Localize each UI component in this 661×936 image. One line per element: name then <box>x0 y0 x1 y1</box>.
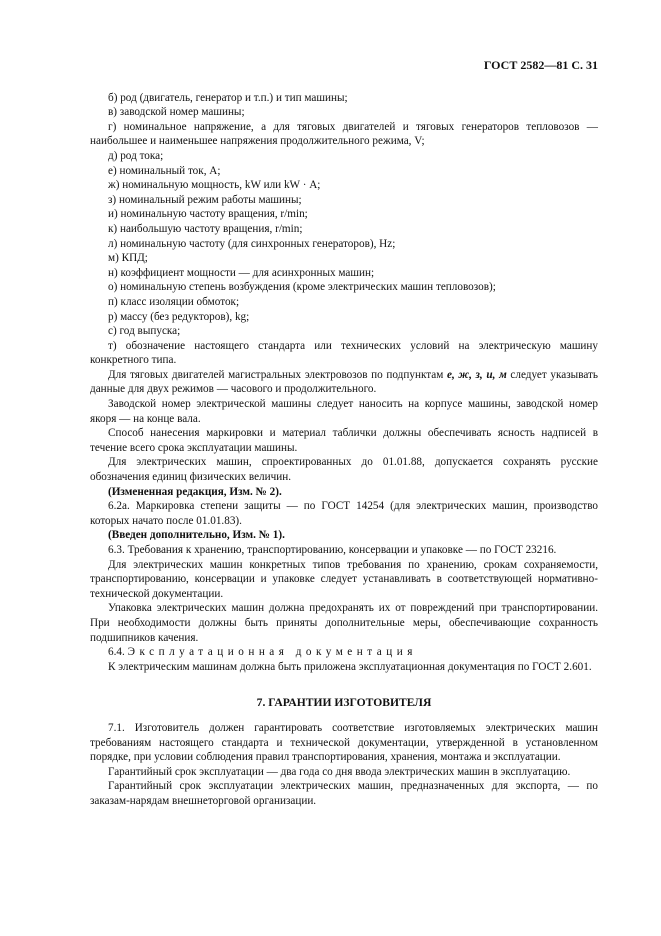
list-item: и) номинальную частоту вращения, r/min; <box>108 208 308 221</box>
section-title: 7. ГАРАНТИИ ИЗГОТОВИТЕЛЯ <box>256 696 432 710</box>
page-header: ГОСТ 2582—81 С. 31 <box>483 58 598 72</box>
list-item: п) класс изоляции обмоток; <box>108 295 240 308</box>
paragraph-7-1b: Гарантийный срок эксплуатации — два года со дня ввода электрических машин в эксплуатацию. <box>108 765 571 778</box>
marking-list <box>90 91 598 368</box>
amendment-note: (Введен дополнительно, Изм. № 1). <box>108 529 285 542</box>
paragraph-6-4b: К электрическим машинам должна быть приложена эксплуатационная документация по ГОСТ 2.601. <box>108 660 592 673</box>
paragraph-traction <box>90 368 598 397</box>
text-run: следует указывать данные для двух режимов — часового и продолжительного. <box>90 368 598 396</box>
paragraph-6-3: 6.3. Требования к хранению, транспортированию, консервации и упаковке — по ГОСТ 23216. <box>108 544 557 556</box>
clause-number: 6.4. <box>108 646 125 659</box>
list-item: с) год выпуска; <box>108 325 181 338</box>
list-item: з) номинальный режим работы машины; <box>108 193 302 206</box>
list-item: ж) номинальную мощность, kW или kW · А; <box>108 179 321 192</box>
paragraph-6-4 <box>90 645 598 660</box>
paragraph-serial: Заводской номер электрической машины следует наносить на корпусе машины, заводской номер якоря — на конце вала. <box>90 398 598 425</box>
paragraph-6-3b: Для электрических машин конкретных типов требования по хранению, срокам сохраняемости, транспортированию, консервации и упаковке следует устанавливать в соответствующей нормативно-технической документации. <box>90 558 598 600</box>
list-item: л) номинальную частоту (для синхронных генераторов), Hz; <box>108 237 396 250</box>
paragraph-6-2a: 6.2а. Маркировка степени защиты — по ГОСТ 14254 (для электрических машин, производство которых начато после 01.01.83). <box>90 500 598 527</box>
paragraph-7-1c: Гарантийный срок эксплуатации электрических машин, предназначенных для экспорта, — по заказам-нарядам внешнеторговой организации. <box>90 780 598 807</box>
list-item: г) номинальное напряжение, а для тяговых двигателей и тяговых генераторов тепловозов — наибольшее и наименьшее напряжения продолжительного режима, V; <box>90 120 598 148</box>
list-item: к) наибольшую частоту вращения, r/min; <box>108 222 303 235</box>
list-item: в) заводской номер машины; <box>108 106 245 119</box>
paragraph-method: Способ нанесения маркировки и материал таблички должны обеспечивать ясность надписей в течение всего срока эксплуатации машины. <box>90 427 598 454</box>
subclause-letters: е, ж, з, и, м <box>446 368 507 381</box>
text-run: Для тяговых двигателей магистральных электровозов по подпунктам <box>108 368 447 381</box>
document-page <box>90 58 598 809</box>
list-item: т) обозначение настоящего стандарта или технических условий на электрическую машину конкретного типа. <box>90 339 598 367</box>
paragraph-7-1: 7.1. Изготовитель должен гарантировать соответствие изготовляемых электрических машин требованиям настоящего стандарта и технической документации, утвержденной в установленном порядке, при условии соблюдения правил транспортирования, хранения, монтажа и эксплуатации. <box>90 721 598 764</box>
list-item: м) КПД; <box>108 252 148 265</box>
paragraph-6-3c: Упаковка электрических машин должна предохранять их от повреждений при транспортировании. При необходимости должны быть приняты дополнительные меры, обеспечивающие сохранность подшипников качения. <box>90 602 598 644</box>
paragraph-designed: Для электрических машин, спроектированных до 01.01.88, допускается сохранять русские обозначения единиц физических величин. <box>90 456 598 484</box>
list-item: н) коэффициент мощности — для асинхронных машин; <box>108 266 375 279</box>
amendment-note: (Измененная редакция, Изм. № 2). <box>108 485 282 498</box>
list-item: е) номинальный ток, А; <box>108 164 221 177</box>
list-item: р) массу (без редукторов), kg; <box>108 310 250 323</box>
list-item: д) род тока; <box>108 149 164 162</box>
clause-title: Эксплуатационная документация <box>127 646 417 659</box>
list-item: б) род (двигатель, генератор и т.п.) и тип машины; <box>108 91 348 104</box>
list-item: о) номинальную степень возбуждения (кроме электрических машин тепловозов); <box>108 281 496 294</box>
